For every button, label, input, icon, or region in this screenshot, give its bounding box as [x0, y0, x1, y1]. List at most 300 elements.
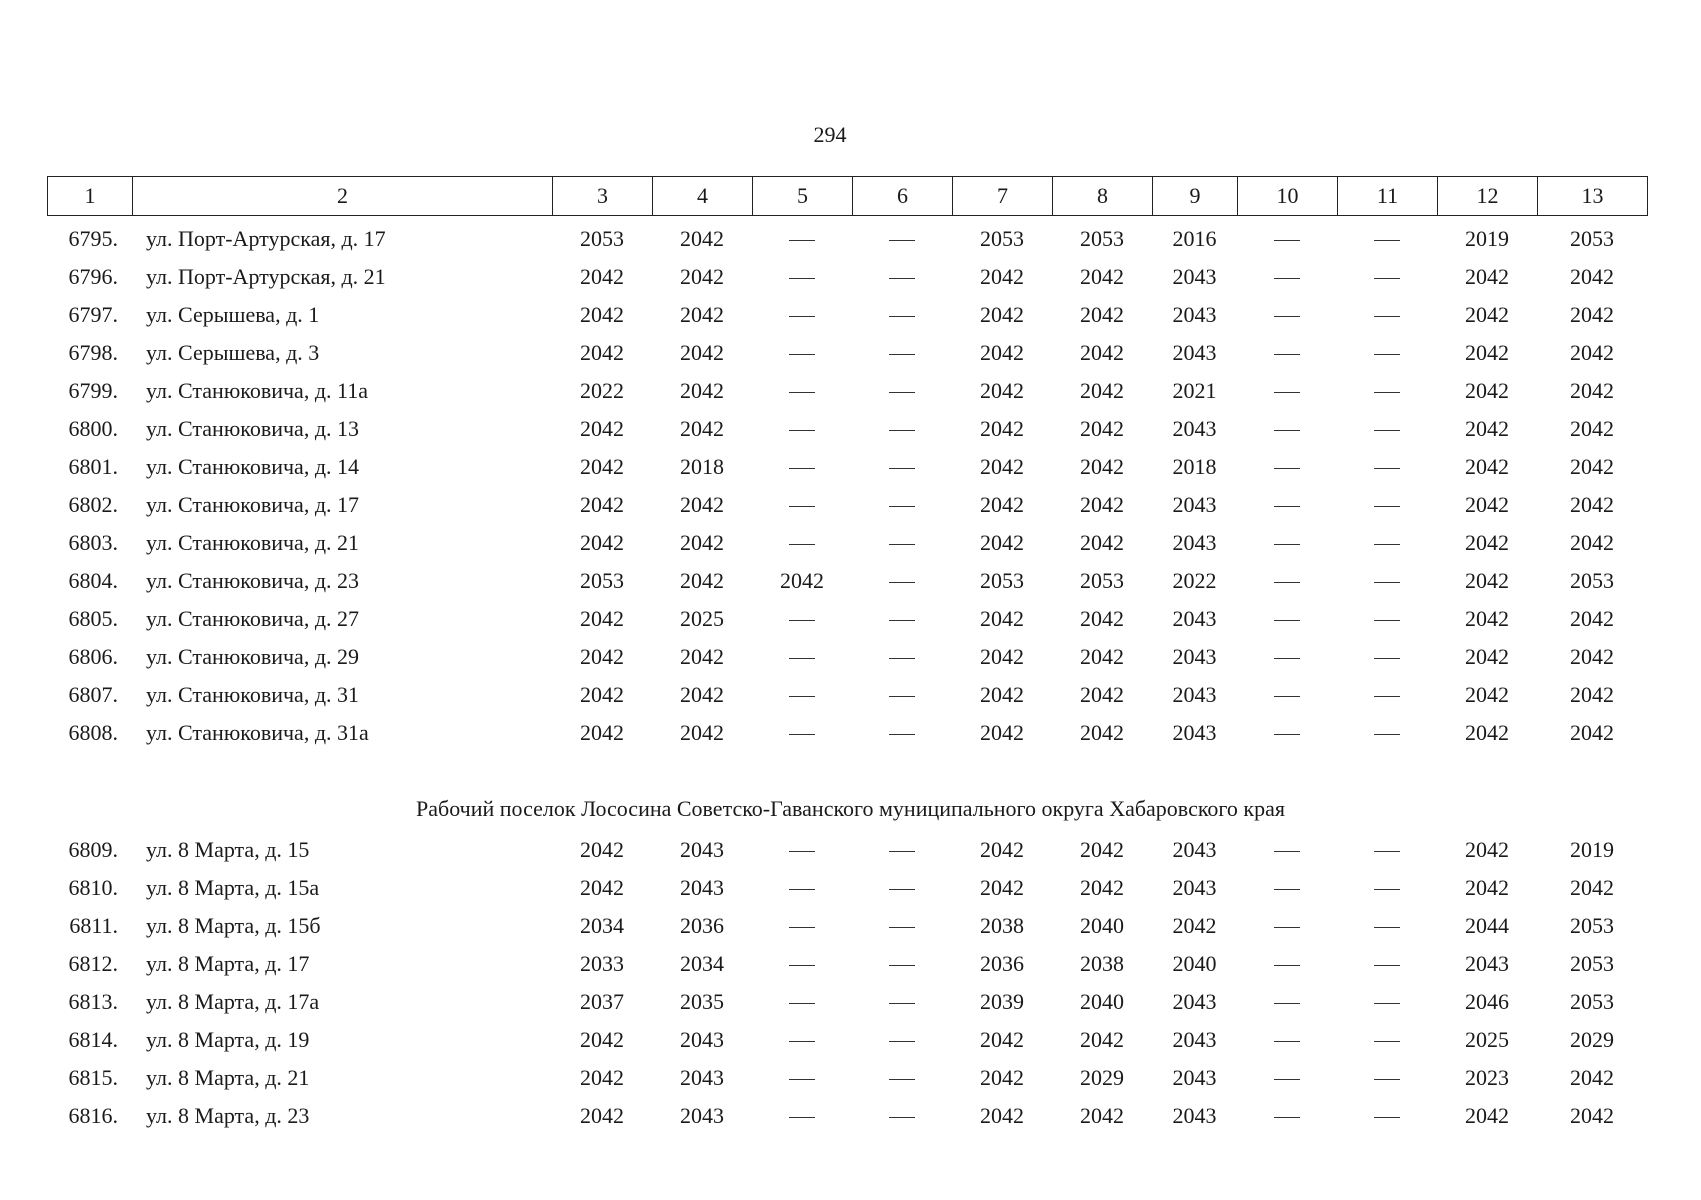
column-header-4: 4 — [653, 177, 753, 216]
year-cell: 2042 — [1080, 378, 1124, 403]
table-row — [47, 524, 1647, 562]
year-cell: 2053 — [1570, 951, 1614, 976]
empty-value-dash — [1337, 638, 1437, 676]
dash-mark — [789, 240, 815, 241]
year-cell: 2042 — [980, 416, 1024, 441]
empty-value-dash — [1237, 869, 1337, 907]
dash-mark — [789, 316, 815, 317]
table-row — [47, 907, 1647, 945]
year-cell: 2042 — [580, 454, 624, 479]
dash-mark — [1274, 1079, 1300, 1080]
row-number: 6809. — [68, 837, 118, 862]
empty-value-dash — [852, 600, 952, 638]
table-row — [47, 220, 1647, 258]
table-row — [47, 638, 1647, 676]
year-cell: 2046 — [1465, 989, 1509, 1014]
address-cell: ул. Порт-Артурская, д. 17 — [146, 226, 386, 251]
year-cell: 2042 — [680, 530, 724, 555]
dash-mark — [789, 658, 815, 659]
year-cell: 2042 — [1465, 568, 1509, 593]
dash-mark — [889, 240, 915, 241]
empty-value-dash — [852, 334, 952, 372]
empty-value-dash — [752, 524, 852, 562]
row-number: 6800. — [68, 416, 118, 441]
year-cell: 2053 — [580, 226, 624, 251]
column-header-9: 9 — [1153, 177, 1238, 216]
column-header-8: 8 — [1053, 177, 1153, 216]
dash-mark — [1274, 658, 1300, 659]
dash-mark — [1274, 696, 1300, 697]
empty-value-dash — [752, 258, 852, 296]
year-cell: 2042 — [680, 720, 724, 745]
year-cell: 2034 — [580, 913, 624, 938]
empty-value-dash — [752, 869, 852, 907]
dash-mark — [1274, 240, 1300, 241]
table-row — [47, 562, 1647, 600]
table-row — [47, 869, 1647, 907]
column-header-13: 13 — [1538, 177, 1648, 216]
year-cell: 2053 — [1570, 989, 1614, 1014]
year-cell: 2042 — [580, 875, 624, 900]
year-cell: 2042 — [580, 264, 624, 289]
year-cell: 2042 — [1465, 682, 1509, 707]
year-cell: 2042 — [580, 1103, 624, 1128]
year-cell: 2042 — [980, 644, 1024, 669]
year-cell: 2042 — [680, 492, 724, 517]
year-cell: 2042 — [980, 720, 1024, 745]
year-cell: 2042 — [1465, 720, 1509, 745]
dash-mark — [1274, 392, 1300, 393]
empty-value-dash — [852, 562, 952, 600]
year-cell: 2042 — [680, 378, 724, 403]
table-row — [47, 296, 1647, 334]
empty-value-dash — [752, 486, 852, 524]
table-row — [47, 676, 1647, 714]
table-row — [47, 334, 1647, 372]
dash-mark — [1274, 278, 1300, 279]
address-cell: ул. Станюковича, д. 31 — [146, 682, 360, 707]
row-number: 6814. — [68, 1027, 118, 1052]
table-row — [47, 983, 1647, 1021]
empty-value-dash — [1337, 486, 1437, 524]
empty-value-dash — [852, 945, 952, 983]
year-cell: 2034 — [680, 951, 724, 976]
dash-mark — [1374, 316, 1400, 317]
year-cell: 2043 — [1172, 682, 1217, 707]
year-cell: 2043 — [1172, 264, 1217, 289]
dash-mark — [789, 889, 815, 890]
dash-mark — [1274, 1003, 1300, 1004]
year-cell: 2038 — [1080, 951, 1124, 976]
empty-value-dash — [1237, 983, 1337, 1021]
dash-mark — [889, 278, 915, 279]
year-cell: 2042 — [1465, 454, 1509, 479]
row-number: 6805. — [68, 606, 118, 631]
year-cell: 2042 — [1465, 264, 1509, 289]
dash-mark — [1274, 1041, 1300, 1042]
empty-value-dash — [1337, 296, 1437, 334]
address-cell: ул. 8 Марта, д. 21 — [146, 1065, 310, 1090]
empty-value-dash — [1337, 831, 1437, 869]
empty-value-dash — [852, 676, 952, 714]
dash-mark — [789, 392, 815, 393]
empty-value-dash — [1237, 410, 1337, 448]
row-number: 6796. — [68, 264, 118, 289]
year-cell: 2019 — [1570, 837, 1614, 862]
table-row — [47, 448, 1647, 486]
year-cell: 2042 — [580, 837, 624, 862]
empty-value-dash — [1237, 524, 1337, 562]
empty-value-dash — [752, 714, 852, 752]
address-cell: ул. 8 Марта, д. 23 — [146, 1103, 310, 1128]
year-cell: 2042 — [980, 340, 1024, 365]
year-cell: 2042 — [1080, 1027, 1124, 1052]
dash-mark — [1374, 430, 1400, 431]
row-number: 6804. — [68, 568, 118, 593]
dash-mark — [789, 1041, 815, 1042]
year-cell: 2036 — [980, 951, 1024, 976]
year-cell: 2039 — [980, 989, 1024, 1014]
dash-mark — [1374, 1079, 1400, 1080]
dash-mark — [789, 468, 815, 469]
empty-value-dash — [1337, 372, 1437, 410]
dash-mark — [1374, 392, 1400, 393]
dash-mark — [889, 468, 915, 469]
year-cell: 2043 — [1172, 1103, 1217, 1128]
dash-mark — [1374, 1041, 1400, 1042]
year-cell: 2042 — [1080, 720, 1124, 745]
column-header-10: 10 — [1238, 177, 1338, 216]
row-number: 6816. — [68, 1103, 118, 1128]
empty-value-dash — [1337, 983, 1437, 1021]
empty-value-dash — [852, 869, 952, 907]
table-row — [47, 945, 1647, 983]
year-cell: 2042 — [1465, 340, 1509, 365]
dash-mark — [789, 927, 815, 928]
year-cell: 2042 — [1080, 492, 1124, 517]
column-header-3: 3 — [553, 177, 653, 216]
year-cell: 2042 — [580, 416, 624, 441]
dash-mark — [1274, 582, 1300, 583]
table-row — [47, 258, 1647, 296]
year-cell: 2042 — [980, 875, 1024, 900]
year-cell: 2043 — [680, 1103, 724, 1128]
year-cell: 2042 — [1465, 416, 1509, 441]
empty-value-dash — [1237, 638, 1337, 676]
row-number: 6799. — [68, 378, 118, 403]
year-cell: 2042 — [1080, 682, 1124, 707]
empty-value-dash — [1237, 562, 1337, 600]
year-cell: 2037 — [580, 989, 624, 1014]
year-cell: 2042 — [1080, 1103, 1124, 1128]
dash-mark — [1274, 889, 1300, 890]
year-cell: 2042 — [1080, 606, 1124, 631]
dash-mark — [1374, 889, 1400, 890]
year-cell: 2042 — [980, 1027, 1024, 1052]
dash-mark — [1374, 927, 1400, 928]
dash-mark — [1274, 851, 1300, 852]
dash-mark — [1274, 506, 1300, 507]
row-number: 6801. — [68, 454, 118, 479]
year-cell: 2042 — [1465, 837, 1509, 862]
year-cell: 2043 — [1172, 302, 1217, 327]
year-cell: 2042 — [580, 720, 624, 745]
year-cell: 2042 — [1080, 302, 1124, 327]
table-row — [47, 1021, 1647, 1059]
dash-mark — [889, 582, 915, 583]
dash-mark — [1374, 506, 1400, 507]
year-cell: 2042 — [580, 682, 624, 707]
dash-mark — [889, 889, 915, 890]
year-cell: 2021 — [1172, 378, 1217, 403]
year-cell: 2053 — [580, 568, 624, 593]
year-cell: 2043 — [1465, 951, 1509, 976]
empty-value-dash — [1337, 220, 1437, 258]
row-number: 6812. — [68, 951, 118, 976]
year-cell: 2040 — [1080, 989, 1124, 1014]
empty-value-dash — [752, 945, 852, 983]
empty-value-dash — [1237, 334, 1337, 372]
empty-value-dash — [852, 638, 952, 676]
year-cell: 2042 — [680, 340, 724, 365]
year-cell: 2042 — [580, 606, 624, 631]
column-header-6: 6 — [853, 177, 953, 216]
empty-value-dash — [1237, 372, 1337, 410]
table-row — [47, 1059, 1647, 1097]
dash-mark — [789, 696, 815, 697]
empty-value-dash — [1337, 1021, 1437, 1059]
empty-value-dash — [852, 983, 952, 1021]
empty-value-dash — [852, 1097, 952, 1135]
dash-mark — [889, 430, 915, 431]
column-header-5: 5 — [753, 177, 853, 216]
year-cell: 2042 — [1570, 606, 1614, 631]
year-cell: 2042 — [580, 302, 624, 327]
empty-value-dash — [752, 220, 852, 258]
empty-value-dash — [1337, 524, 1437, 562]
dash-mark — [1374, 734, 1400, 735]
empty-value-dash — [752, 638, 852, 676]
year-cell: 2042 — [1080, 875, 1124, 900]
year-cell: 2043 — [1172, 416, 1217, 441]
year-cell: 2043 — [1172, 644, 1217, 669]
year-cell: 2025 — [1465, 1027, 1509, 1052]
year-cell: 2042 — [1465, 378, 1509, 403]
empty-value-dash — [1237, 220, 1337, 258]
year-cell: 2053 — [1570, 568, 1614, 593]
year-cell: 2042 — [1172, 913, 1217, 938]
empty-value-dash — [852, 448, 952, 486]
year-cell: 2042 — [980, 454, 1024, 479]
year-cell: 2042 — [680, 302, 724, 327]
dash-mark — [789, 1079, 815, 1080]
dash-mark — [1374, 965, 1400, 966]
dash-mark — [1374, 1003, 1400, 1004]
empty-value-dash — [1237, 296, 1337, 334]
section-title: Рабочий поселок Лососина Советско-Гаванского муниципального округа Хабаровского края — [416, 796, 1285, 821]
year-cell: 2043 — [1172, 1065, 1217, 1090]
dash-mark — [789, 620, 815, 621]
year-cell: 2042 — [980, 378, 1024, 403]
empty-value-dash — [752, 907, 852, 945]
empty-value-dash — [1337, 334, 1437, 372]
address-cell: ул. 8 Марта, д. 15а — [146, 875, 320, 900]
address-cell: ул. 8 Марта, д. 15 — [146, 837, 310, 862]
table-row — [47, 600, 1647, 638]
empty-value-dash — [852, 907, 952, 945]
row-number: 6795. — [68, 226, 118, 251]
dash-mark — [1374, 544, 1400, 545]
year-cell: 2042 — [680, 568, 724, 593]
empty-value-dash — [852, 524, 952, 562]
year-cell: 2042 — [1570, 875, 1614, 900]
empty-value-dash — [852, 486, 952, 524]
empty-value-dash — [1337, 258, 1437, 296]
year-cell: 2016 — [1172, 226, 1217, 251]
empty-value-dash — [1237, 600, 1337, 638]
empty-value-dash — [1337, 1059, 1437, 1097]
empty-value-dash — [752, 334, 852, 372]
dash-mark — [1274, 468, 1300, 469]
address-cell: ул. 8 Марта, д. 17а — [146, 989, 320, 1014]
year-cell: 2018 — [680, 454, 724, 479]
year-cell: 2053 — [980, 226, 1024, 251]
year-cell: 2043 — [1172, 530, 1217, 555]
empty-value-dash — [852, 258, 952, 296]
year-cell: 2042 — [1570, 644, 1614, 669]
empty-value-dash — [1337, 562, 1437, 600]
year-cell: 2042 — [1465, 530, 1509, 555]
dash-mark — [889, 696, 915, 697]
empty-value-dash — [752, 1097, 852, 1135]
year-cell: 2042 — [980, 302, 1024, 327]
address-cell: ул. Порт-Артурская, д. 21 — [146, 264, 386, 289]
year-cell: 2042 — [1570, 530, 1614, 555]
row-number: 6815. — [68, 1065, 118, 1090]
dash-mark — [889, 506, 915, 507]
dash-mark — [789, 430, 815, 431]
dash-mark — [889, 1003, 915, 1004]
column-header-1: 1 — [48, 177, 133, 216]
year-cell: 2042 — [980, 837, 1024, 862]
year-cell: 2042 — [980, 530, 1024, 555]
year-cell: 2053 — [980, 568, 1024, 593]
dash-mark — [1374, 620, 1400, 621]
dash-mark — [889, 392, 915, 393]
year-cell: 2043 — [1172, 492, 1217, 517]
year-cell: 2029 — [1080, 1065, 1124, 1090]
year-cell: 2042 — [680, 226, 724, 251]
empty-value-dash — [752, 676, 852, 714]
empty-value-dash — [852, 1059, 952, 1097]
year-cell: 2042 — [780, 568, 824, 593]
dash-mark — [889, 734, 915, 735]
address-cell: ул. Станюковича, д. 21 — [146, 530, 360, 555]
year-cell: 2042 — [1465, 644, 1509, 669]
year-cell: 2018 — [1172, 454, 1217, 479]
year-cell: 2042 — [980, 1065, 1024, 1090]
year-cell: 2042 — [680, 416, 724, 441]
year-cell: 2042 — [1570, 264, 1614, 289]
row-number: 6813. — [68, 989, 118, 1014]
empty-value-dash — [1337, 907, 1437, 945]
year-cell: 2035 — [680, 989, 724, 1014]
year-cell: 2042 — [1570, 682, 1614, 707]
empty-value-dash — [752, 296, 852, 334]
dash-mark — [889, 1079, 915, 1080]
dash-mark — [789, 1117, 815, 1118]
dash-mark — [889, 965, 915, 966]
address-cell: ул. Станюковича, д. 23 — [146, 568, 360, 593]
dash-mark — [1274, 965, 1300, 966]
year-cell: 2033 — [580, 951, 624, 976]
row-number: 6797. — [68, 302, 118, 327]
row-number: 6811. — [69, 913, 118, 938]
year-cell: 2042 — [1570, 1065, 1614, 1090]
address-cell: ул. Станюковича, д. 27 — [146, 606, 360, 631]
dash-mark — [889, 620, 915, 621]
year-cell: 2043 — [680, 875, 724, 900]
empty-value-dash — [1237, 1021, 1337, 1059]
dash-mark — [1374, 851, 1400, 852]
dash-mark — [1374, 1117, 1400, 1118]
empty-value-dash — [1337, 676, 1437, 714]
year-cell: 2019 — [1465, 226, 1509, 251]
table-row — [47, 410, 1647, 448]
empty-value-dash — [1337, 945, 1437, 983]
dash-mark — [1374, 240, 1400, 241]
year-cell: 2042 — [1080, 837, 1124, 862]
empty-value-dash — [752, 983, 852, 1021]
year-cell: 2038 — [980, 913, 1024, 938]
table-row — [47, 714, 1647, 752]
year-cell: 2042 — [680, 644, 724, 669]
year-cell: 2042 — [980, 606, 1024, 631]
address-cell: ул. Станюковича, д. 13 — [146, 416, 360, 441]
empty-value-dash — [1237, 676, 1337, 714]
dash-mark — [1374, 278, 1400, 279]
dash-mark — [889, 927, 915, 928]
year-cell: 2043 — [1172, 875, 1217, 900]
dash-mark — [1274, 620, 1300, 621]
empty-value-dash — [852, 714, 952, 752]
year-cell: 2042 — [1570, 454, 1614, 479]
empty-value-dash — [752, 600, 852, 638]
dash-mark — [789, 278, 815, 279]
dash-mark — [1274, 316, 1300, 317]
dash-mark — [789, 851, 815, 852]
empty-value-dash — [852, 1021, 952, 1059]
column-header-12: 12 — [1438, 177, 1538, 216]
dash-mark — [1274, 354, 1300, 355]
year-cell: 2053 — [1570, 226, 1614, 251]
dash-mark — [789, 1003, 815, 1004]
dash-mark — [889, 1041, 915, 1042]
dash-mark — [1374, 696, 1400, 697]
empty-value-dash — [752, 448, 852, 486]
row-number: 6802. — [68, 492, 118, 517]
dash-mark — [789, 965, 815, 966]
dash-mark — [1274, 1117, 1300, 1118]
year-cell: 2042 — [680, 264, 724, 289]
address-cell: ул. Серышева, д. 3 — [146, 340, 320, 365]
row-number: 6798. — [68, 340, 118, 365]
year-cell: 2043 — [1172, 837, 1217, 862]
empty-value-dash — [752, 1021, 852, 1059]
dash-mark — [789, 506, 815, 507]
year-cell: 2042 — [1465, 875, 1509, 900]
column-header-7: 7 — [953, 177, 1053, 216]
